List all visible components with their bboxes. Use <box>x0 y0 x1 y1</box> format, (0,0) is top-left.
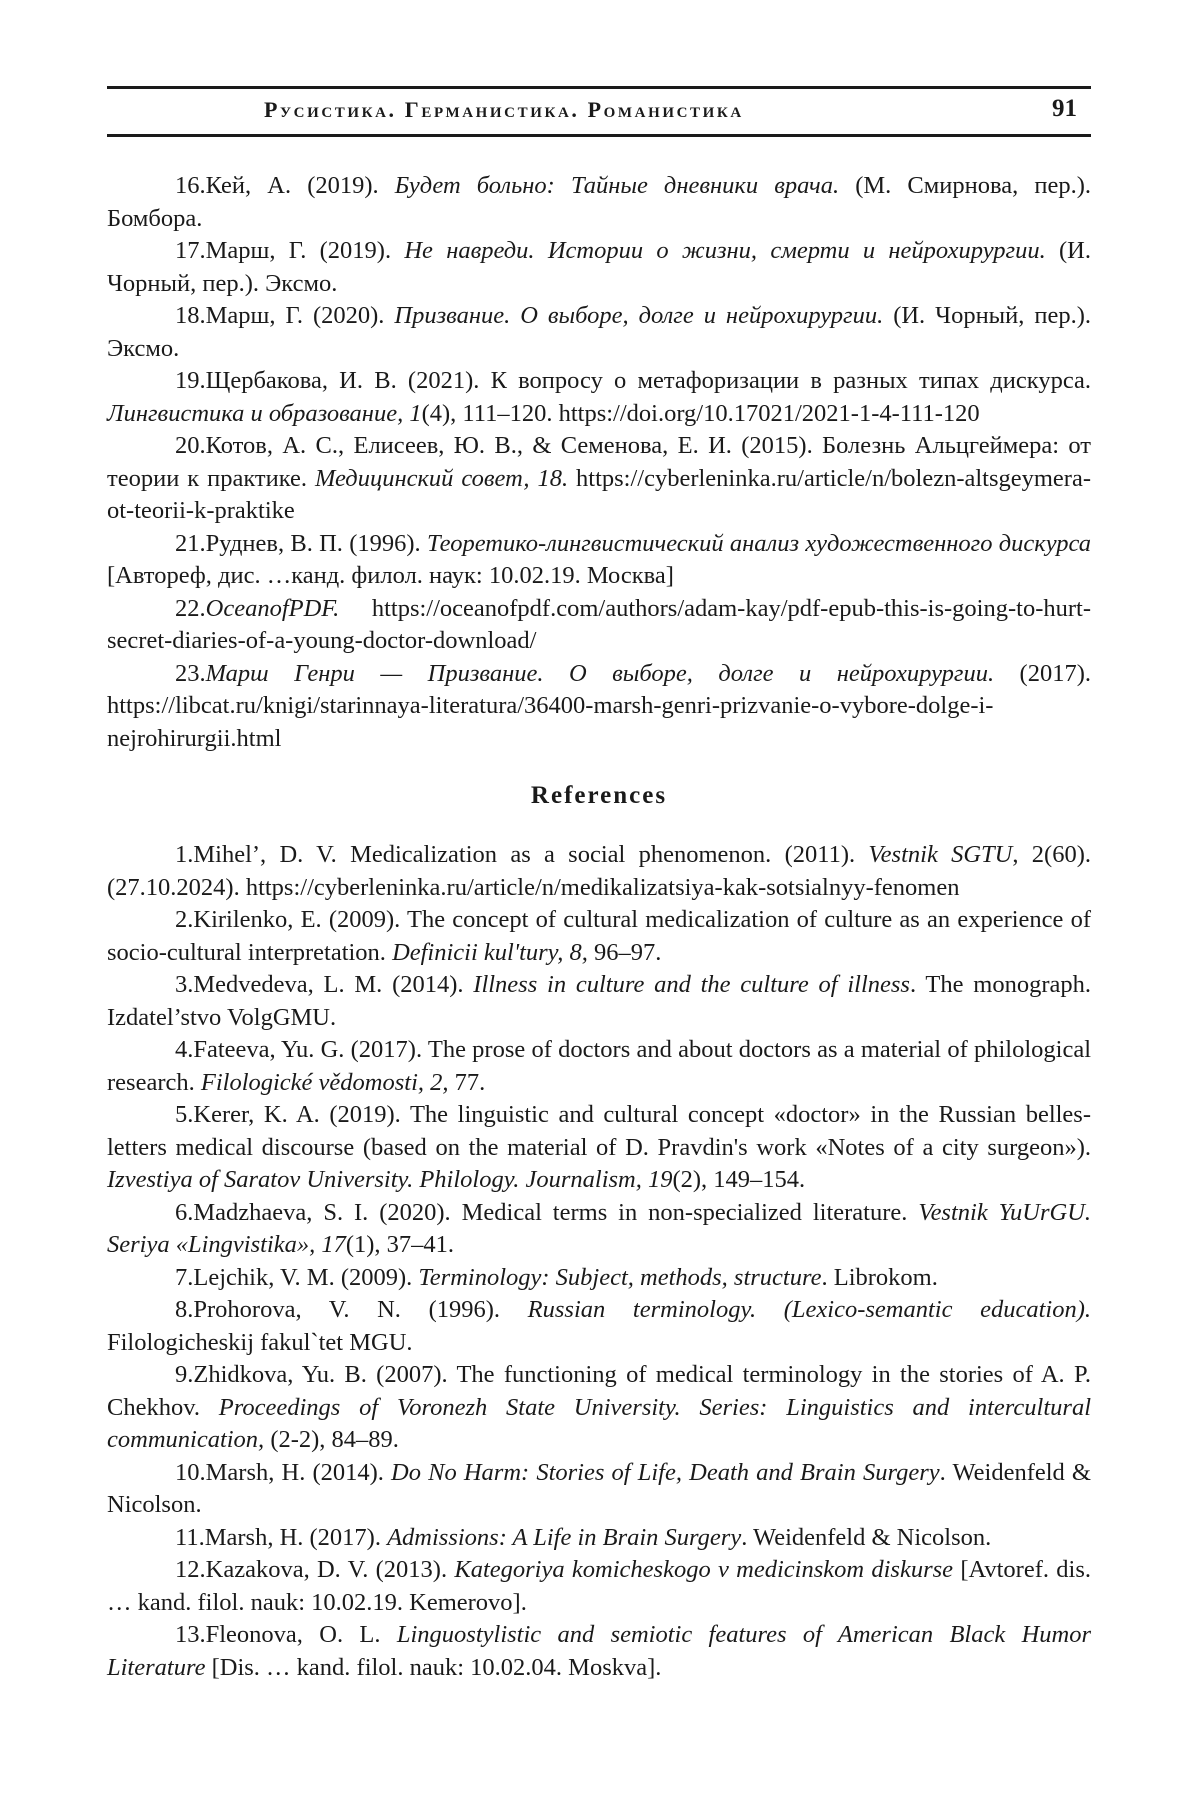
reference-item <box>107 593 1091 658</box>
reference-number: 16. <box>175 172 206 199</box>
reference-title-italic: Медицинский совет, 18. <box>314 464 569 492</box>
reference-text: Filologicheskij fakul`tet MGU. <box>107 1328 413 1356</box>
reference-title-italic: Призвание. О выборе, долге и нейрохирургии. <box>394 302 884 329</box>
reference-number: 17. <box>175 237 206 264</box>
reference-item <box>107 1457 1091 1522</box>
reference-title-italic: Do No Harm: Stories of Life, Death and Brain Surgery <box>391 1458 940 1486</box>
reference-item <box>107 969 1091 1034</box>
reference-item <box>107 1034 1091 1099</box>
reference-text: Котов, А. С., Елисеев, Ю. В., & Семенова, Е. И. (2015). Болезнь Альцгеймера: от теории к практике. <box>107 432 1091 492</box>
reference-number: 8. <box>175 1296 194 1323</box>
reference-item <box>107 1262 1091 1295</box>
references-heading: References <box>530 782 668 809</box>
reference-text: . Librokom. <box>821 1263 938 1291</box>
reference-text: [Автореф, дис. …канд. филол. наук: 10.02.19. Москва] <box>107 562 674 589</box>
reference-title-italic: Vestnik SGTU <box>868 841 1013 868</box>
reference-text: Zhidkova, Yu. B. (2007). The functioning of medical terminology in the stories of A. P. Chekhov. <box>107 1361 1091 1421</box>
running-title: Русистика. Германистика. Романистика <box>264 97 744 122</box>
reference-number: 10. <box>175 1458 206 1486</box>
reference-text: Marsh, H. (2017). <box>204 1523 388 1551</box>
reference-text: . Weidenfeld & Nicolson. <box>107 1458 1091 1518</box>
reference-title-italic: Terminology: Subject, methods, structure <box>418 1263 822 1291</box>
reference-text: Fleonova, O. L. <box>205 1621 397 1648</box>
reference-text: Medvedeva, L. M. (2014). <box>193 971 474 998</box>
reference-title-italic: Definicii kul'tury, 8, <box>392 938 588 966</box>
reference-text: (1), 37–41. <box>345 1231 455 1258</box>
reference-text: (2-2), 84–89. <box>264 1426 399 1453</box>
reference-number: 20. <box>175 432 206 459</box>
reference-item <box>107 1522 1091 1555</box>
reference-title-italic: Теоретико-лингвистический анализ художественного дискурса <box>426 529 1091 557</box>
reference-text: 96–97. <box>587 938 662 966</box>
reference-title-italic: Illness in culture and the culture of illness <box>473 971 910 998</box>
reference-text: (4), 111–120. https://doi.org/10.17021/2021-1-4-111-120 <box>421 399 980 427</box>
reference-title-italic: OceanofPDF. <box>205 594 340 622</box>
reference-text: . Weidenfeld & Nicolson. <box>741 1523 992 1551</box>
reference-text: Кей, А. (2019). <box>205 172 395 199</box>
page-number: 91 <box>1052 95 1077 122</box>
reference-text: Marsh, H. (2014). <box>205 1458 392 1486</box>
reference-item <box>107 300 1091 365</box>
reference-title-italic: Лингвистика и образование, 1 <box>107 399 422 427</box>
reference-text: https://cyberleninka.ru/article/n/bolezn-altsgeymera-ot-teorii-k-praktike <box>107 464 1091 524</box>
reference-number: 3. <box>175 971 194 998</box>
reference-title-italic: Russian terminology. (Lexico-semantic education). <box>527 1296 1092 1323</box>
reference-item <box>107 839 1091 904</box>
reference-item <box>107 1359 1091 1457</box>
reference-title-italic: Linguostylistic and semiotic features of American Black Humor Literature <box>107 1621 1091 1681</box>
reference-text: (М. Смирнова, пер.). Бомбора. <box>107 172 1091 232</box>
reference-item <box>107 430 1091 528</box>
reference-number: 4. <box>175 1036 194 1063</box>
reference-text: https://oceanofpdf.com/authors/adam-kay/pdf-epub-this-is-going-to-hurt-secret-diaries-of-a-young-doctor-download/ <box>107 594 1091 654</box>
reference-text: Марш, Г. (2020). <box>205 302 395 329</box>
reference-title-italic: Kategoriya komicheskogo v medicinskom diskurse <box>454 1556 954 1583</box>
reference-item <box>107 1294 1091 1359</box>
reference-number: 7. <box>175 1263 194 1291</box>
reference-text: Lejchik, V. M. (2009). <box>193 1263 419 1291</box>
reference-number: 19. <box>175 367 206 394</box>
reference-title-italic: Admissions: A Life in Brain Surgery <box>387 1523 742 1551</box>
reference-number: 6. <box>175 1198 194 1226</box>
reference-title-italic: Не навреди. Истории о жизни, смерти и нейрохирургии. <box>404 237 1046 264</box>
reference-item <box>107 528 1091 593</box>
reference-text: . The monograph. Izdatel’stvo VolgGMU. <box>107 971 1091 1031</box>
reference-title-italic: Марш Генри — Призвание. О выборе, долге и нейрохирургии. <box>205 659 995 687</box>
reference-number: 22. <box>175 594 206 622</box>
reference-title-italic: Izvestiya of Saratov University. Philology. Journalism, 19 <box>107 1166 673 1193</box>
reference-item <box>107 904 1091 969</box>
reference-number: 1. <box>175 841 194 868</box>
reference-number: 5. <box>175 1101 194 1128</box>
references-list-ru <box>107 170 1091 755</box>
reference-text: (2017). https://libcat.ru/knigi/starinnaya-literatura/36400-marsh-genri-prizvanie-o-vybore-dolge-i-nejrohirurgii.html <box>107 659 1092 752</box>
reference-text: Mihel’, D. V. Medicalization as a social phenomenon. (2011). <box>193 841 869 868</box>
reference-text: Kerer, K. A. (2019). The linguistic and cultural concept «doctor» in the Russian belles-letters medical discourse (based on the material of D. Pravdin's work «Notes of a city surgeon»). <box>107 1101 1091 1161</box>
reference-item <box>107 235 1091 300</box>
reference-text: [Dis. … kand. filol. nauk: 10.02.04. Moskva]. <box>205 1653 662 1681</box>
reference-title-italic: Будет больно: Тайные дневники врача. <box>394 172 840 199</box>
reference-number: 2. <box>175 906 194 933</box>
reference-title-italic: Proceedings of Voronezh State University. Series: Linguistics and intercultural communication, <box>107 1393 1092 1453</box>
reference-text: 77. <box>448 1068 486 1096</box>
reference-text: Щербакова, И. В. (2021). К вопросу о метафоризации в разных типах дискурса. <box>205 367 1091 394</box>
reference-number: 23. <box>175 659 206 687</box>
references-list-en <box>107 839 1091 1684</box>
reference-text: Kirilenko, E. (2009). The concept of cultural medicalization of culture as an experience of socio-cultural interpretation. <box>107 906 1091 966</box>
reference-text: Руднев, В. П. (1996). <box>205 529 427 557</box>
reference-item <box>107 1099 1091 1197</box>
reference-text: (2), 149–154. <box>672 1166 806 1193</box>
reference-item <box>107 658 1091 756</box>
reference-item <box>107 1619 1091 1684</box>
reference-item <box>107 170 1091 235</box>
reference-text: (И. Чорный, пер.). Эксмо. <box>107 237 1091 297</box>
reference-text: [Avtoref. dis. … kand. filol. nauk: 10.02.19. Kemerovo]. <box>107 1556 1092 1616</box>
reference-number: 9. <box>175 1361 194 1388</box>
reference-text: Prohorova, V. N. (1996). <box>193 1296 528 1323</box>
reference-text: (И. Чорный, пер.). Эксмо. <box>107 302 1091 362</box>
reference-number: 11. <box>175 1523 205 1551</box>
reference-item <box>107 365 1091 430</box>
reference-item <box>107 1197 1091 1262</box>
reference-number: 18. <box>175 302 206 329</box>
reference-number: 13. <box>175 1621 206 1648</box>
reference-text: , 2(60). (27.10.2024). https://cyberleninka.ru/article/n/medikalizatsiya-kak-sotsialnyy-fenomen <box>107 841 1091 901</box>
reference-item <box>107 1554 1091 1619</box>
reference-text: Kazakova, D. V. (2013). <box>205 1556 455 1583</box>
reference-number: 21. <box>175 529 206 557</box>
reference-text: Fateeva, Yu. G. (2017). The prose of doctors and about doctors as a material of philological research. <box>107 1036 1091 1096</box>
reference-text: Madzhaeva, S. I. (2020). Medical terms in non-specialized literature. <box>193 1198 919 1226</box>
reference-title-italic: Vestnik YuUrGU. Seriya «Lingvistika», 17 <box>107 1198 1092 1258</box>
reference-title-italic: Filologické vědomosti, 2, <box>200 1068 449 1096</box>
reference-number: 12. <box>175 1556 206 1583</box>
reference-text: Марш, Г. (2019). <box>205 237 405 264</box>
running-header <box>107 86 1091 137</box>
